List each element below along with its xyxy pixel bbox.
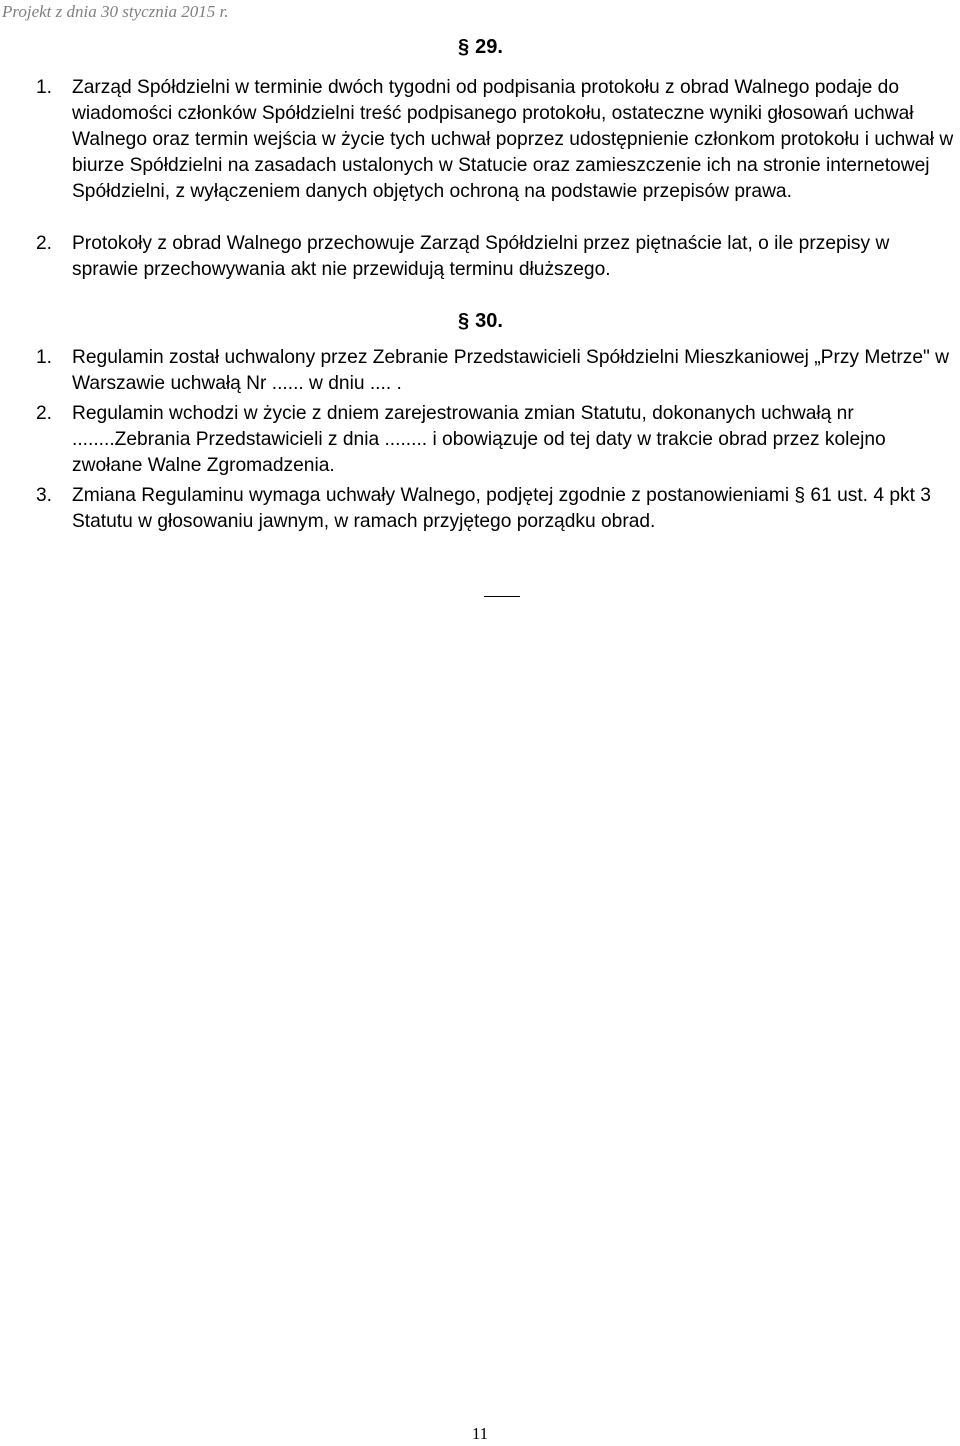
item-number: 2. (36, 403, 53, 424)
paragraph-30-1 (36, 345, 960, 397)
item-text: Protokoły z obrad Walnego przechowuje Zarząd Spółdzielni przez piętnaście lat, o ile przepisy w sprawie przechowywania akt nie przewidują terminu dłuższego. (72, 233, 890, 280)
section-sign: § (458, 310, 470, 332)
section-number: 30. (475, 310, 503, 332)
paragraph-29-2 (36, 231, 960, 283)
section-sign: § (458, 36, 470, 58)
section-heading-29 (458, 36, 503, 59)
item-text: Zarząd Spółdzielni w terminie dwóch tygodni od podpisania protokołu z obrad Walnego podaje do wiadomości członków Spółdzielni treść podpisanego protokołu, ostateczne wyniki głosowań uchwał Walnego oraz termin wejścia w życie tych uchwał poprzez udostępnienie członkom protokołu i uchwał w biurze Spółdzielni na zasadach ustalonych w Statucie oraz zamieszczenie ich na stronie internetowej Spółdzielni, z wyłączeniem danych objętych ochroną na podstawie przepisów prawa. (72, 77, 954, 202)
paragraph-30-2 (36, 401, 960, 479)
paragraph-29-1 (36, 75, 960, 205)
item-text: Regulamin wchodzi w życie z dniem zarejestrowania zmian Statutu, dokonanych uchwałą nr ........Zebrania Przedstawicieli z dnia ........ i obowiązuje od tej daty w trakcie obrad przez kolejno zwołane Walne Zgromadzenia. (72, 403, 886, 476)
section-number: 29. (475, 36, 503, 58)
item-text: Zmiana Regulaminu wymaga uchwały Walnego, podjętej zgodnie z postanowieniami § 61 ust. 4 pkt 3 Statutu w głosowaniu jawnym, w ramach przyjętego porządku obrad. (72, 485, 931, 532)
item-number: 2. (36, 233, 53, 254)
draft-date-note: Projekt z dnia 30 stycznia 2015 r. (2, 2, 229, 21)
item-number: 1. (36, 77, 53, 98)
footnote-separator-line (484, 596, 520, 597)
section-heading-30 (458, 310, 503, 333)
item-number: 3. (36, 485, 53, 506)
paragraph-30-3 (36, 483, 960, 535)
item-number: 1. (36, 347, 53, 368)
page-number: 11 (471, 1424, 489, 1443)
item-text: Regulamin został uchwalony przez Zebranie Przedstawicieli Spółdzielni Mieszkaniowej „Przy Metrze" w Warszawie uchwałą Nr ...... w dniu .... . (72, 347, 949, 394)
